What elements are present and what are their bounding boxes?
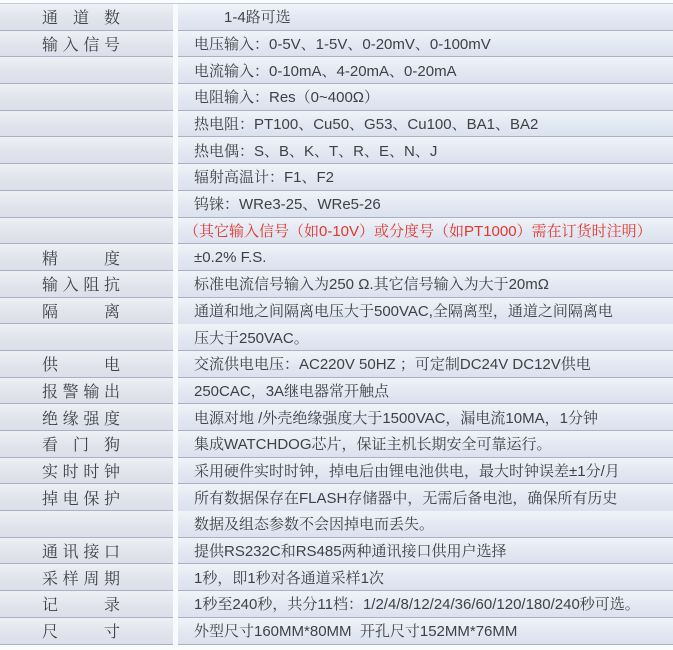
spec-label bbox=[0, 484, 173, 511]
spec-label-text: 精度 bbox=[42, 250, 120, 268]
spec-value: 电源对地 /外壳绝缘强度大于1500VAC，漏电流10MA，1分钟 bbox=[178, 404, 673, 431]
spec-label bbox=[0, 458, 173, 485]
spec-label-text: 实时时钟 bbox=[42, 464, 120, 482]
spec-value: 电压输入：0-5V、1-5V、0-20mV、0-100mV bbox=[178, 31, 673, 58]
table-row bbox=[0, 84, 673, 111]
spec-value: 提供RS232C和RS485两种通讯接口供用户选择 bbox=[178, 538, 673, 565]
spec-value: 1-4路可选 bbox=[178, 4, 673, 31]
spec-label-text: 通讯接口 bbox=[42, 544, 120, 562]
table-row bbox=[0, 57, 673, 84]
table-row bbox=[0, 31, 673, 58]
spec-label-text: 输入信号 bbox=[42, 37, 120, 55]
table-row bbox=[0, 137, 673, 164]
spec-label bbox=[0, 164, 173, 191]
spec-value: 交流供电电压：AC220V 50HZ ；可定制DC24V DC12V供电 bbox=[178, 351, 673, 378]
spec-value: 通道和地之间隔离电压大于500VAC,全隔离型，通道之间隔离电 bbox=[178, 298, 673, 325]
table-row bbox=[0, 618, 673, 645]
spec-label-text: 绝缘强度 bbox=[42, 410, 120, 428]
table-row bbox=[0, 351, 673, 378]
spec-label bbox=[0, 431, 173, 458]
spec-value: 热电阻：PT100、Cu50、G53、Cu100、BA1、BA2 bbox=[178, 111, 673, 138]
table-row bbox=[0, 564, 673, 591]
spec-value: 热电偶：S、B、K、T、R、E、N、J bbox=[178, 137, 673, 164]
table-row bbox=[0, 431, 673, 458]
table-row bbox=[0, 511, 673, 538]
spec-label bbox=[0, 244, 173, 271]
spec-label bbox=[0, 31, 173, 58]
spec-label bbox=[0, 591, 173, 618]
spec-label-text: 供电 bbox=[42, 357, 120, 375]
spec-label bbox=[0, 298, 173, 325]
spec-value: 标准电流信号输入为250 Ω.其它信号输入为大于20mΩ bbox=[178, 271, 673, 298]
table-row bbox=[0, 378, 673, 405]
table-row bbox=[0, 244, 673, 271]
order-note-text: （其它输入信号（如0-10V）或分度号（如PT1000）需在订货时注明） bbox=[178, 218, 673, 245]
table-row bbox=[0, 591, 673, 618]
spec-value: 外型尺寸160MM*80MM 开孔尺寸152MM*76MM bbox=[178, 618, 673, 645]
table-row bbox=[0, 458, 673, 485]
spec-table bbox=[0, 3, 673, 645]
spec-label bbox=[0, 218, 173, 245]
spec-label bbox=[0, 324, 173, 351]
table-row bbox=[0, 538, 673, 565]
spec-label bbox=[0, 378, 173, 405]
spec-value: 数据及组态参数不会因掉电而丢失。 bbox=[178, 511, 673, 538]
spec-value: 250CAC，3A继电器常开触点 bbox=[178, 378, 673, 405]
spec-label-text: 隔离 bbox=[42, 303, 120, 321]
spec-label bbox=[0, 538, 173, 565]
table-row bbox=[0, 271, 673, 298]
spec-label bbox=[0, 564, 173, 591]
spec-label-text: 尺寸 bbox=[42, 624, 120, 642]
spec-value: 钨铼：WRe3-25、WRe5-26 bbox=[178, 191, 673, 218]
spec-label-text: 掉电保护 bbox=[42, 490, 120, 508]
spec-value: ±0.2% F.S. bbox=[178, 244, 673, 271]
spec-label bbox=[0, 351, 173, 378]
table-row bbox=[0, 484, 673, 511]
spec-label bbox=[0, 511, 173, 538]
spec-label bbox=[0, 618, 173, 645]
spec-value: 1秒，即1秒对各通道采样1次 bbox=[178, 564, 673, 591]
table-row-order-note bbox=[0, 218, 673, 245]
spec-label-text: 通道数 bbox=[42, 10, 120, 28]
table-row bbox=[0, 4, 673, 31]
spec-label bbox=[0, 404, 173, 431]
spec-value: 辐射高温计：F1、F2 bbox=[178, 164, 673, 191]
spec-value: 压大于250VAC。 bbox=[178, 324, 673, 351]
table-row bbox=[0, 404, 673, 431]
table-row bbox=[0, 111, 673, 138]
spec-value: 集成WATCHDOG芯片，保证主机长期安全可靠运行。 bbox=[178, 431, 673, 458]
spec-label bbox=[0, 84, 173, 111]
spec-label bbox=[0, 191, 173, 218]
spec-value: 电流输入：0-10mA、4-20mA、0-20mA bbox=[178, 57, 673, 84]
spec-label bbox=[0, 57, 173, 84]
table-row bbox=[0, 191, 673, 218]
spec-label-text: 报警输出 bbox=[42, 383, 120, 401]
spec-value: 采用硬件实时时钟，掉电后由锂电池供电，最大时钟误差±1分/月 bbox=[178, 458, 673, 485]
spec-value: 电阻输入：Res（0~400Ω） bbox=[178, 84, 673, 111]
spec-value: 1秒至240秒，共分11档：1/2/4/8/12/24/36/60/120/180/240秒可选。 bbox=[178, 591, 673, 618]
table-row bbox=[0, 324, 673, 351]
table-row bbox=[0, 298, 673, 325]
spec-label bbox=[0, 271, 173, 298]
table-row bbox=[0, 164, 673, 191]
spec-label-text: 采样周期 bbox=[42, 570, 120, 588]
spec-label bbox=[0, 137, 173, 164]
spec-label-text: 记录 bbox=[42, 597, 120, 615]
spec-label-text: 看门狗 bbox=[42, 437, 120, 455]
spec-label bbox=[0, 111, 173, 138]
spec-value: 所有数据保存在FLASH存储器中，无需后备电池，确保所有历史 bbox=[178, 484, 673, 511]
spec-label bbox=[0, 4, 173, 31]
spec-label-text: 输入阻抗 bbox=[42, 277, 120, 295]
